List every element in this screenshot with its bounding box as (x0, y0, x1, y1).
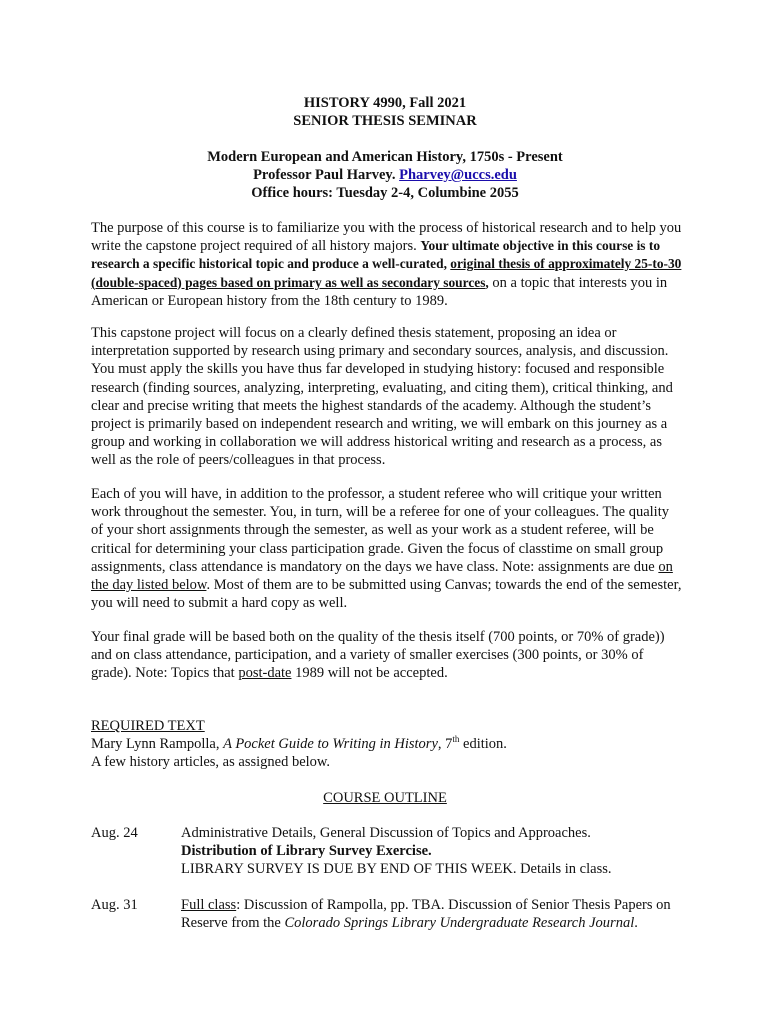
comma-text: , (485, 274, 489, 290)
book-edition-number: , 7 (437, 736, 453, 753)
full-class-label: Full class (181, 897, 237, 913)
course-subtitle: Modern European and American History, 1750s - Present (207, 149, 563, 165)
office-hours: Office hours: Tuesday 2-4, Columbine 2055 (251, 185, 519, 201)
required-text-heading: REQUIRED TEXT (91, 718, 205, 734)
referee-text: Each of you will have, in addition to the professor, a student referee who will critique your written work throughout the semester. You, in turn, will be a referee for one of your colleagues. The quality of your short assignments through the semester, as well as your work as a student referee, will be critical for determining your class participation grade. Given the focus of classtime on small group assignments, class attendance is mandatory on the days we have class. Note: assignments are due (91, 486, 669, 575)
post-date-underlined: post-date (238, 665, 292, 682)
paragraph-purpose (91, 219, 683, 310)
required-articles: A few history articles, as assigned below. (91, 754, 331, 771)
schedule-entry (181, 896, 691, 932)
schedule-date: Aug. 24 (91, 825, 138, 841)
entry-line: LIBRARY SURVEY IS DUE BY END OF THIS WEEK. Details in class. (181, 861, 612, 877)
course-outline-heading-text: COURSE OUTLINE (323, 790, 447, 806)
book-title: A Pocket Guide to Writing in History (223, 736, 438, 753)
grade-text: Your final grade will be based both on the quality of the thesis itself (700 points, or 70% of grade)) and on class attendance, participation, and a variety of smaller exercises (300 points, or 30% of grade). Note: Topics that (91, 629, 665, 682)
topic-scope-text: on a topic that interests you in American or European history from the 18th century to 1989. (91, 274, 668, 309)
required-text-section (91, 717, 683, 772)
required-book (91, 735, 683, 753)
due-day-underlined: on the day listed below (91, 558, 673, 594)
professor-name: Professor Paul Harvey. (253, 167, 396, 183)
entry-line: Administrative Details, General Discussion of Topics and Approaches. (181, 825, 591, 841)
book-author: Mary Lynn Rampolla, (91, 736, 224, 753)
paragraph-referee (91, 485, 683, 612)
book-edition-label: edition. (459, 736, 507, 753)
objective-bold-text: Your ultimate objective in this course is to research a specific historical topic and produce a well-curated, (91, 238, 661, 272)
purpose-text: The purpose of this course is to familiarize you with the process of historical research and to help you write the capstone project required of all history majors. (91, 220, 682, 255)
paragraph-capstone: This capstone project will focus on a clearly defined thesis statement, proposing an idea or interpretation supported by research using primary and secondary sources, analysis, and discussion. You must apply the skills you have thus far developed in studying history: focused and responsible research (finding sources, analyzing, interpreting, evaluating, and citing them), critical thinking, and clear and precise writing that meets the highest standards of the academy. Although the student’s project is primarily based on independent research and writing, we will embark on this journey as a group and working in collaboration we will address historical writing and research as a process, as well as the role of peers/colleagues in that process. (91, 325, 673, 469)
entry-text: : Discussion of Rampolla, pp. TBA. Discussion of Senior Thesis Papers on Reserve from the (181, 897, 671, 931)
email-link[interactable]: Pharvey@uccs.edu (399, 167, 517, 183)
entry-line-bold: Distribution of Library Survey Exercise. (181, 843, 432, 859)
professor-line (0, 166, 770, 184)
paragraph-grade (91, 628, 683, 683)
schedule-entry (181, 824, 691, 878)
edition-superscript: th (452, 734, 460, 745)
journal-title: Colorado Springs Library Undergraduate Research Journal (284, 915, 635, 931)
submission-text: . Most of them are to be submitted using Canvas; towards the end of the semester, you will need to submit a hard copy as well. (91, 577, 682, 612)
seminar-title: SENIOR THESIS SEMINAR (293, 113, 477, 129)
grade-end-text: 1989 will not be accepted. (291, 665, 448, 682)
schedule-date: Aug. 31 (91, 897, 138, 913)
entry-period: . (634, 915, 638, 931)
course-outline-heading (0, 789, 770, 807)
course-title: HISTORY 4990, Fall 2021 (303, 95, 467, 111)
thesis-length-underlined: original thesis of approximately 25-to-30 (double-spaced) pages based on primary as well as secondary sources (91, 256, 682, 290)
